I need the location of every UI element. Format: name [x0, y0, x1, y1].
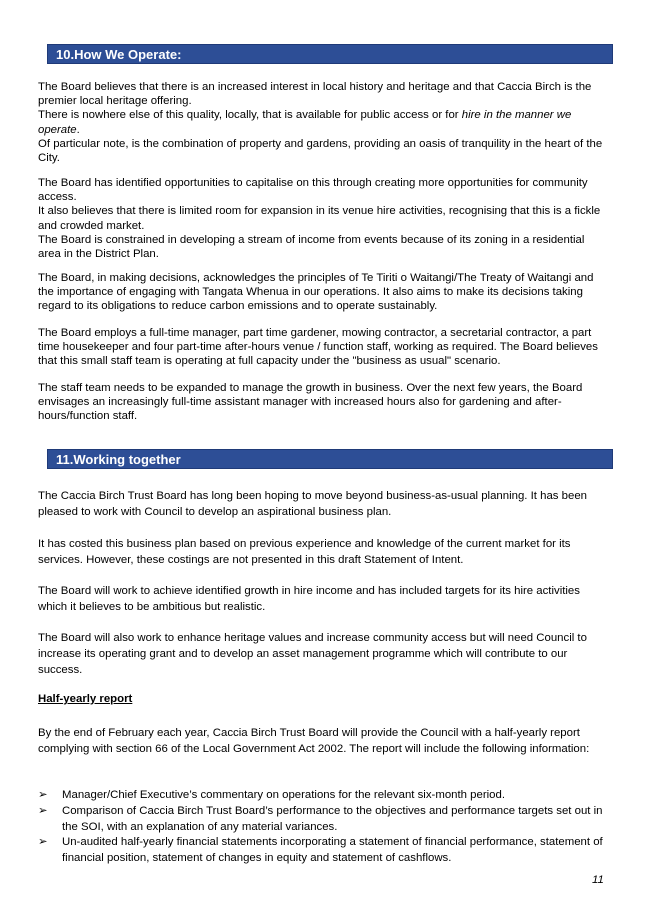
- half-yearly-report-subheading: Half-yearly report: [38, 693, 133, 705]
- arrow-bullet-icon: ➢: [38, 789, 48, 801]
- section-10-paragraph-2: The Board has identified opportunities to capitalise on this through creating more opportunities for community access. It also believes that there is limited room for expansion in its venue hire activities, recognising that this is a fickle and crowded market. The Board is constrained in developing a stream of income from events because of its zoning in a residential area in the District Plan.: [38, 177, 601, 261]
- section-11-paragraph-5: By the end of February each year, Caccia Birch Trust Board will provide the Council with a half-yearly report complying with section 66 of the Local Government Act 2002. The report will include the following information:: [38, 727, 590, 755]
- section-10-paragraph-3: The Board, in making decisions, acknowledges the principles of Te Tiriti o Waitangi/The Treaty of Waitangi and the importance of engaging with Tangata Whenua in our operations. It also aims to make its decisions taking regard to its obligations to reduce carbon emissions and to operate sustainably.: [38, 272, 594, 313]
- section-10-paragraph-5: The staff team needs to be expanded to manage the growth in business. Over the next few years, the Board envisages an increasingly full-time assistant manager with increased hours also for gardening and after-hours/function staff.: [38, 382, 583, 423]
- section-11-heading: 11.Working together: [47, 449, 613, 469]
- arrow-bullet-icon: ➢: [38, 836, 48, 848]
- section-10-paragraph-1: The Board believes that there is an increased interest in local history and heritage and that Caccia Birch is the premier local heritage offering. There is nowhere else of this quality, locally, that is available for public access or for hire in the manner we operate. Of particular note, is the combination of property and gardens, providing an oasis of tranquility in the heart of the City.: [38, 81, 603, 165]
- section-11-paragraph-2: It has costed this business plan based on previous experience and knowledge of the current market for its services. However, these costings are not presented in this draft Statement of Intent.: [38, 538, 571, 566]
- list-item: ➢ Manager/Chief Executive’s commentary on operations for the relevant six-month period.: [38, 788, 610, 804]
- section-10-heading: 10.How We Operate:: [47, 44, 613, 64]
- arrow-bullet-icon: ➢: [38, 805, 48, 817]
- page-number: 11: [592, 874, 604, 886]
- section-11-paragraph-3: The Board will work to achieve identified growth in hire income and has included targets for its hire activities which it believes to be ambitious but realistic.: [38, 585, 580, 613]
- section-10-paragraph-4: The Board employs a full-time manager, part time gardener, mowing contractor, a secretarial contractor, a part time housekeeper and four part-time after-hours venue / function staff, working as required. The Board believes that this small staff team is operating at full capacity under the "business as usual" scenario.: [38, 327, 598, 368]
- list-item: ➢ Comparison of Caccia Birch Trust Board’s performance to the objectives and performance targets set out in the SOI, with an explanation of any material variances.: [38, 805, 603, 833]
- section-11-paragraph-1: The Caccia Birch Trust Board has long been hoping to move beyond business-as-usual planning. It has been pleased to work with Council to develop an aspirational business plan.: [38, 490, 587, 518]
- section-11-paragraph-4: The Board will also work to enhance heritage values and increase community access but will need Council to increase its operating grant and to develop an asset management programme which will contribute to our success.: [38, 632, 587, 676]
- list-item: ➢ Un-audited half-yearly financial statements incorporating a statement of financial performance, statement of financial position, statement of changes in equity and statement of cashflows.: [38, 836, 603, 864]
